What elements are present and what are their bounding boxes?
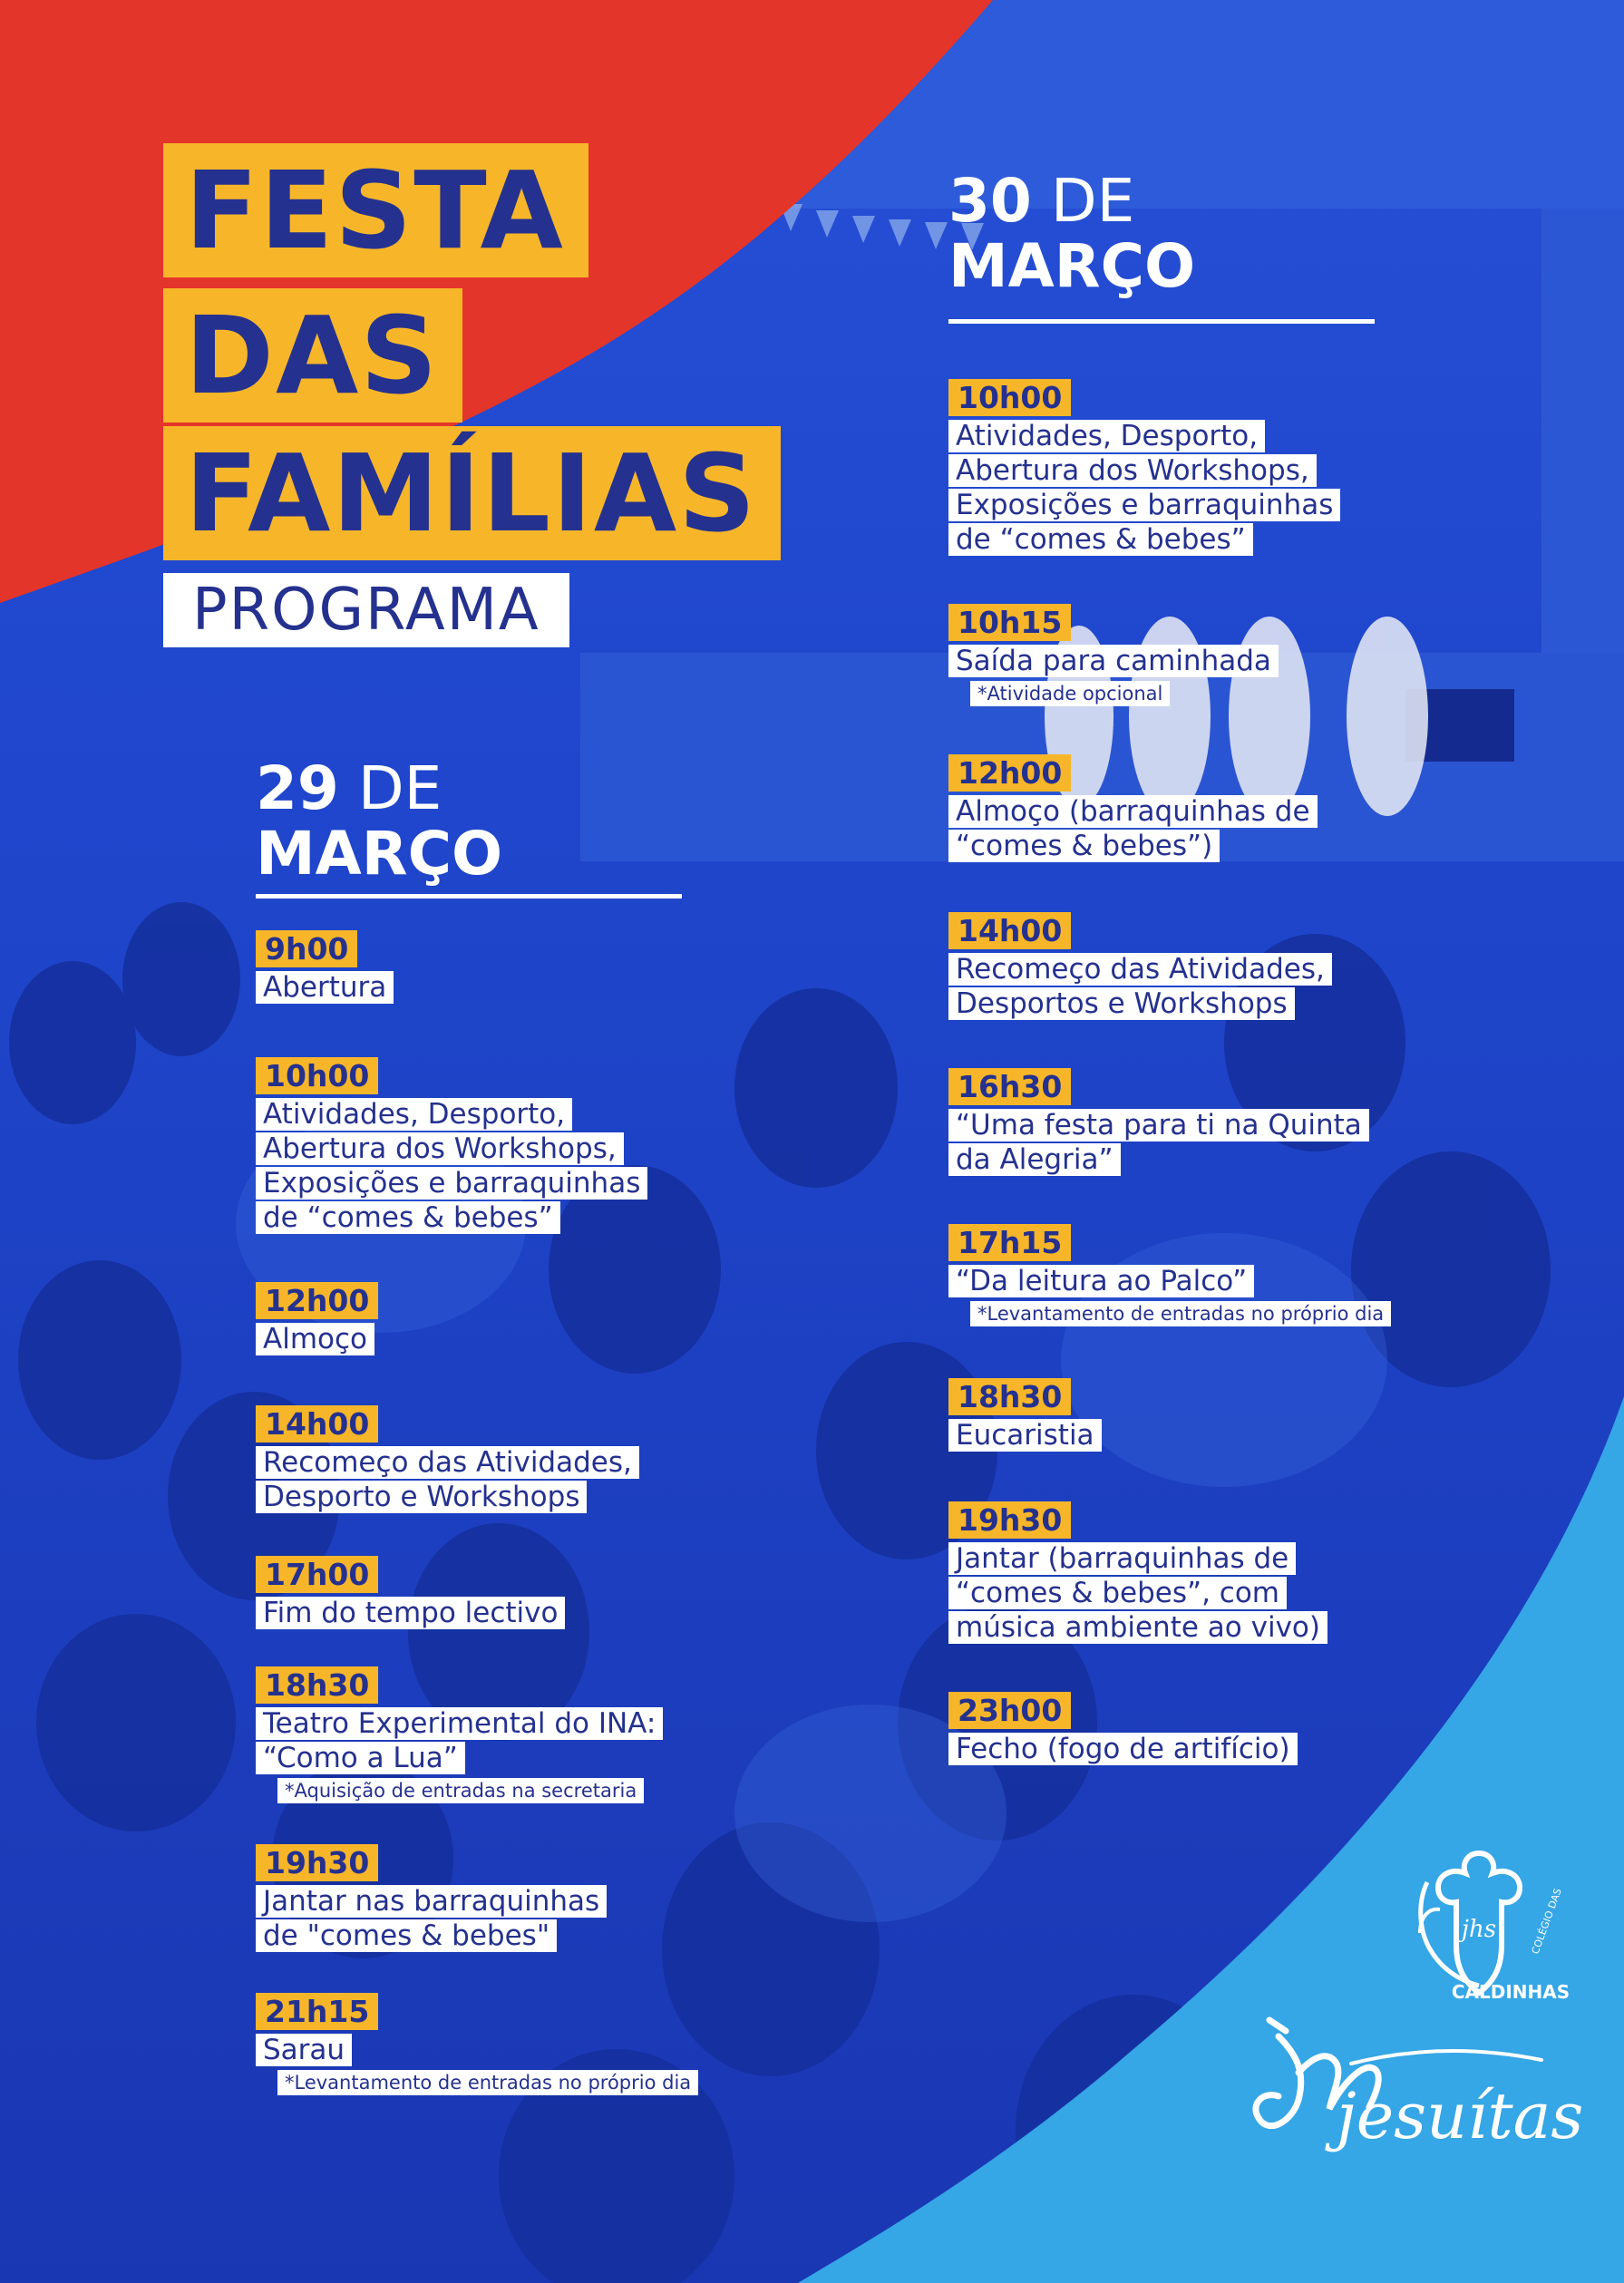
event-note: *Atividade opcional	[970, 681, 1170, 706]
day2-event	[948, 1692, 1298, 1767]
event-time: 21h15	[256, 1993, 378, 2030]
day1-event	[256, 930, 394, 1005]
event-description	[256, 1098, 647, 1236]
day2-number: 30	[948, 166, 1032, 236]
event-time: 18h30	[948, 1378, 1071, 1415]
event-description-line: Atividades, Desporto,	[256, 1098, 572, 1131]
event-description	[256, 1323, 378, 1357]
crest-monogram: jhs	[1461, 1916, 1497, 1943]
event-description-line: Atividades, Desporto,	[948, 420, 1265, 452]
event-description-line: Sarau	[256, 2034, 352, 2066]
event-time: 10h00	[948, 379, 1071, 416]
day1-divider	[256, 894, 682, 899]
event-description-line: “Da leitura ao Palco”	[948, 1265, 1254, 1297]
day1-event	[256, 1556, 565, 1631]
event-note: *Aquisição de entradas na secretaria	[277, 1778, 644, 1803]
event-description-line: Abertura	[256, 971, 394, 1004]
title-line-familias: FAMÍLIAS	[163, 426, 781, 560]
event-note: *Levantamento de entradas no próprio dia	[970, 1301, 1391, 1326]
event-time: 18h30	[256, 1666, 378, 1704]
event-description-line: Teatro Experimental do INA:	[256, 1707, 663, 1740]
event-description-line: Almoço (barraquinhas de	[948, 795, 1318, 828]
event-time: 16h30	[948, 1068, 1071, 1105]
event-description-line: de “comes & bebes”	[256, 1201, 560, 1234]
day2-event	[948, 912, 1332, 1022]
event-note: *Levantamento de entradas no próprio dia	[277, 2070, 698, 2095]
day1-heading	[256, 753, 503, 889]
event-description	[948, 1265, 1391, 1299]
event-description-line: “comes & bebes”)	[948, 830, 1220, 862]
day1-month: MARÇO	[256, 819, 503, 889]
jesuitas-wordmark: jesuítas	[1337, 2079, 1584, 2153]
event-time: 17h00	[256, 1556, 378, 1593]
event-time: 17h15	[948, 1224, 1071, 1261]
day1-event	[256, 1282, 378, 1357]
event-description	[948, 953, 1332, 1022]
event-description-line: Recomeço das Atividades,	[948, 953, 1332, 986]
event-description-line: Recomeço das Atividades,	[256, 1446, 639, 1479]
day1-number: 29	[256, 753, 339, 823]
svg-text:COLÉGIO DAS: COLÉGIO DAS	[1529, 1887, 1564, 1957]
event-time: 19h30	[948, 1501, 1071, 1539]
event-description-line: de “comes & bebes”	[948, 523, 1253, 556]
event-time: 12h00	[948, 754, 1071, 792]
event-description-line: da Alegria”	[948, 1143, 1121, 1176]
day2-divider	[948, 319, 1375, 324]
day2-heading	[948, 166, 1196, 301]
crest-caption: CALDINHAS	[1451, 1981, 1571, 2003]
day1-event	[256, 1057, 647, 1236]
day2-event	[948, 604, 1279, 706]
event-description	[948, 1109, 1369, 1178]
day2-event	[948, 1378, 1102, 1453]
day2-de: DE	[1031, 166, 1135, 236]
event-description-line: “Uma festa para ti na Quinta	[948, 1109, 1369, 1142]
event-description-line: Desporto e Workshops	[256, 1481, 587, 1513]
event-description-line: Abertura dos Workshops,	[948, 454, 1317, 487]
event-time: 9h00	[256, 930, 357, 967]
event-description	[256, 2034, 698, 2068]
event-description	[256, 1885, 607, 1954]
day1-event	[256, 1844, 607, 1954]
event-description	[948, 1419, 1102, 1453]
event-description-line: “Como a Lua”	[256, 1742, 465, 1774]
day1-de: DE	[338, 753, 442, 823]
event-description	[948, 795, 1318, 864]
subtitle-programa: PROGRAMA	[163, 573, 569, 647]
event-description	[948, 420, 1340, 558]
event-description	[256, 971, 394, 1005]
title-line-festa: FESTA	[163, 143, 588, 277]
event-description-line: Desportos e Workshops	[948, 987, 1295, 1020]
event-description-line: Abertura dos Workshops,	[256, 1132, 624, 1165]
day1-event	[256, 1993, 698, 2095]
day2-event	[948, 1224, 1391, 1326]
event-time: 12h00	[256, 1282, 378, 1319]
event-description-line: Fecho (fogo de artifício)	[948, 1733, 1298, 1765]
event-description-line: Exposições e barraquinhas	[256, 1167, 647, 1200]
caldinhas-crest-icon	[1402, 1846, 1571, 2006]
event-time: 19h30	[256, 1844, 378, 1881]
event-description-line: Exposições e barraquinhas	[948, 489, 1340, 521]
event-description	[256, 1446, 639, 1515]
event-description-line: Almoço	[256, 1323, 374, 1355]
day1-event	[256, 1405, 639, 1515]
day2-event	[948, 754, 1318, 864]
event-time: 10h15	[948, 604, 1071, 641]
event-description-line: de "comes & bebes"	[256, 1919, 557, 1952]
event-description-line: Jantar (barraquinhas de	[948, 1542, 1296, 1575]
event-description-line: música ambiente ao vivo)	[948, 1611, 1327, 1644]
event-description	[256, 1707, 663, 1776]
day2-event	[948, 379, 1340, 558]
event-description-line: “comes & bebes”, com	[948, 1577, 1287, 1609]
event-description-line: Eucaristia	[948, 1419, 1102, 1452]
event-time: 14h00	[948, 912, 1071, 949]
event-time: 14h00	[256, 1405, 378, 1443]
event-time: 10h00	[256, 1057, 378, 1094]
title-line-das: DAS	[163, 288, 462, 423]
event-description-line: Jantar nas barraquinhas	[256, 1885, 607, 1918]
event-description-line: Saída para caminhada	[948, 645, 1279, 677]
event-description	[256, 1597, 565, 1631]
event-time: 23h00	[948, 1692, 1071, 1729]
event-description	[948, 645, 1279, 679]
day2-event	[948, 1068, 1369, 1178]
day1-event	[256, 1666, 663, 1803]
event-description	[948, 1733, 1298, 1767]
event-description-line: Fim do tempo lectivo	[256, 1597, 565, 1629]
day2-month: MARÇO	[948, 231, 1196, 301]
event-description	[948, 1542, 1327, 1646]
day2-event	[948, 1501, 1327, 1646]
